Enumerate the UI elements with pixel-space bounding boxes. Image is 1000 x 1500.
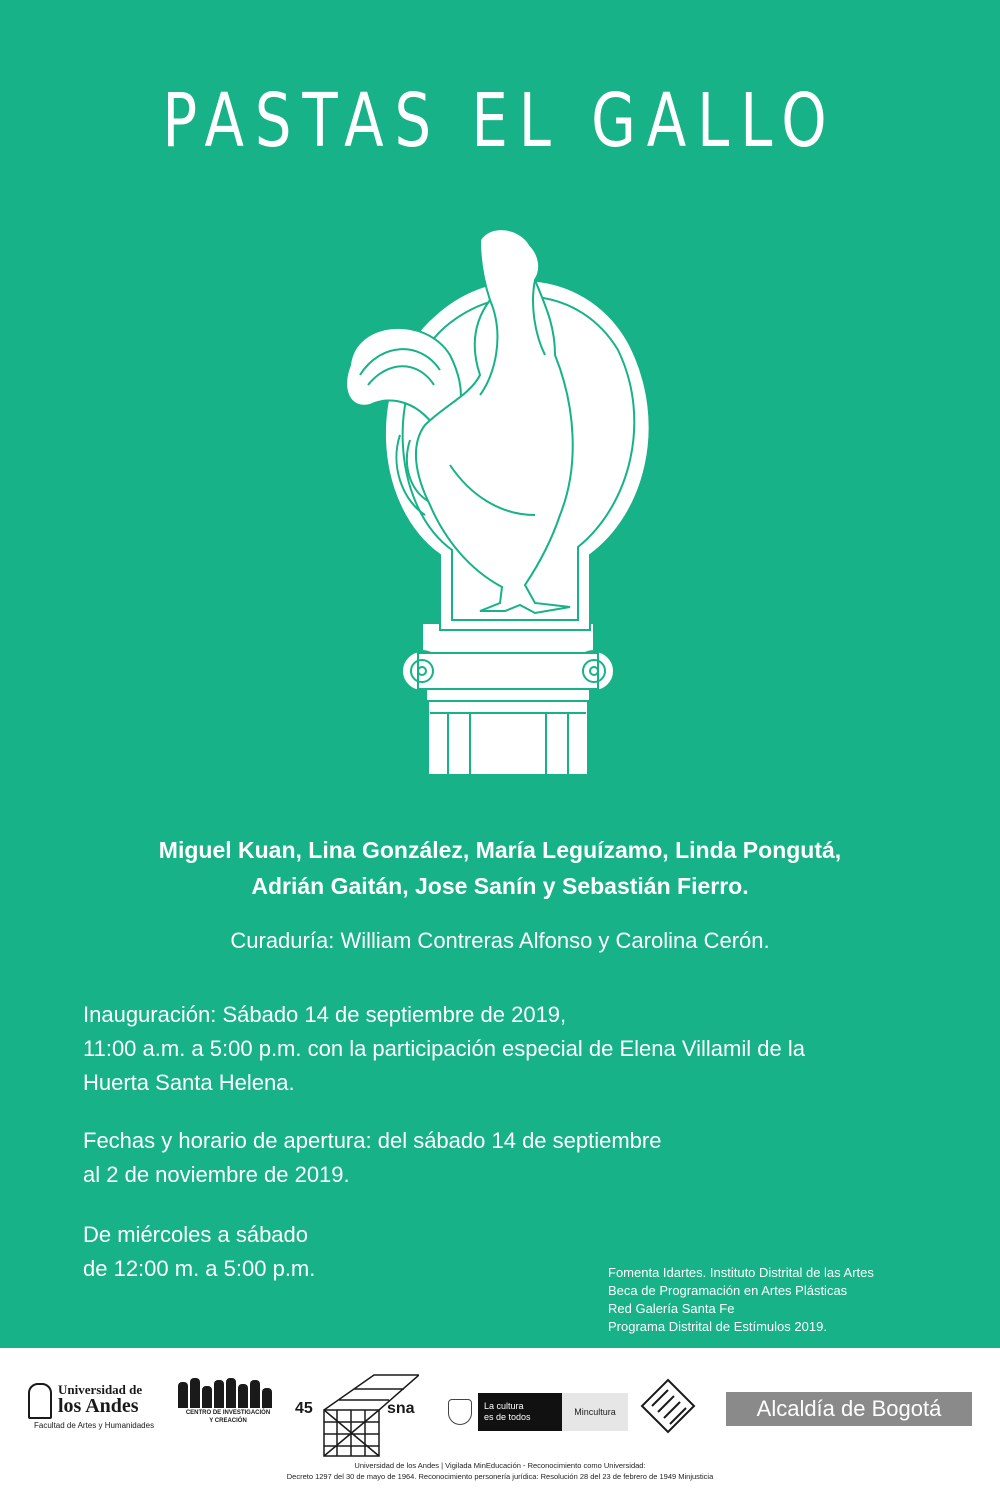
cic-line-2: Y CREACIÓN [209, 1418, 247, 1424]
artists-line-1: Miguel Kuan, Lina González, María Leguízamo, Linda Pongutá, [158, 837, 842, 863]
sna-number: 45 [295, 1400, 313, 1417]
funding-line: Programa Distrital de Estímulos 2019. [608, 1319, 827, 1334]
colombia-shield-icon [448, 1399, 472, 1425]
alcaldia-bogota-logo: Alcaldía de Bogotá [726, 1392, 972, 1426]
funding-line: Beca de Programación en Artes Plásticas [608, 1283, 848, 1298]
cultura-block [478, 1393, 562, 1431]
uandes-line-3: Facultad de Artes y Humanidades [34, 1421, 155, 1430]
funding-credits [608, 1264, 874, 1336]
curators-label: Curaduría: [230, 928, 335, 953]
cic-line-1: CENTRO DE INVESTIGACIÓN [185, 1410, 271, 1416]
cultura-line-2: es de todos [484, 1412, 531, 1422]
opening-line-3: Huerta Santa Helena. [83, 1070, 295, 1095]
curators [0, 928, 1000, 954]
rooster-on-column-illustration [330, 225, 670, 775]
curators-value: William Contreras Alfonso y Carolina Cerón. [334, 928, 770, 953]
people-silhouettes-icon [178, 1376, 278, 1408]
artists-line-2: Adrián Gaitán, Jose Sanín y Sebastián Fierro. [251, 873, 749, 899]
schedule-line-1: De miércoles a sábado [83, 1222, 309, 1247]
funding-line: Red Galería Santa Fe [608, 1301, 735, 1316]
uandes-crest-icon [28, 1383, 52, 1419]
opening-line-2: 11:00 a.m. a 5:00 p.m. con la participación especial de Elena Villamil de la [83, 1036, 805, 1061]
mincultura-label: Mincultura [562, 1393, 628, 1431]
dates-label: Fechas y horario de apertura: [83, 1128, 372, 1153]
legal-line-1: Universidad de los Andes | Vigilada MinEducación - Reconocimiento como Universidad: [354, 1461, 646, 1470]
opening-label: Inauguración: [83, 1002, 217, 1027]
schedule-line-2: de 12:00 m. a 5:00 p.m. [83, 1256, 316, 1281]
legal-footer [0, 1460, 1000, 1482]
legal-line-2: Decreto 1297 del 30 de mayo de 1964. Reconocimiento personería jurídica: Resolución 28 del 23 de febrero de 1949 Minjusticia [286, 1472, 714, 1481]
sponsor-logos-bar [0, 1348, 1000, 1458]
dates-info [83, 1124, 943, 1192]
cultura-line-1: La cultura [484, 1401, 524, 1411]
poster-title: PASTAS EL GALLO [162, 78, 838, 164]
cic-logo [178, 1376, 278, 1424]
uandes-line-2: los Andes [58, 1395, 139, 1417]
red-galeria-santa-fe-logo-icon [640, 1378, 696, 1434]
dates-line-2: al 2 de noviembre de 2019. [83, 1162, 350, 1187]
sna-text: sna [387, 1400, 415, 1417]
uandes-line-1: Universidad de [58, 1382, 143, 1397]
artists-list [0, 832, 1000, 904]
opening-line-1: Sábado 14 de septiembre de 2019, [216, 1002, 567, 1027]
funding-line: Fomenta Idartes. Instituto Distrital de las Artes [608, 1265, 874, 1280]
dates-line-1: del sábado 14 de septiembre [371, 1128, 662, 1153]
opening-info [83, 998, 943, 1100]
mincultura-logo [442, 1393, 628, 1431]
